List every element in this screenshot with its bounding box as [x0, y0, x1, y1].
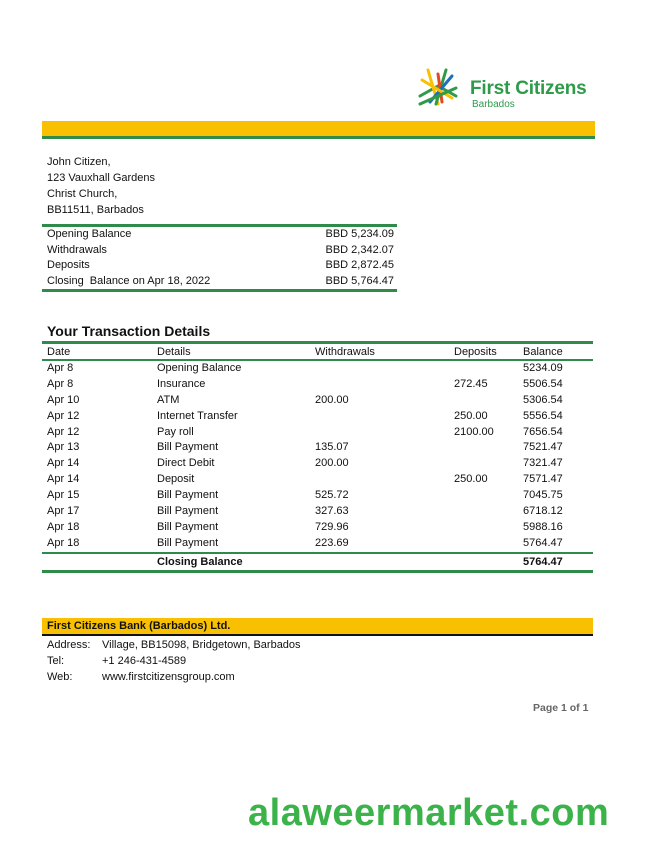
header-details: Details — [157, 346, 191, 358]
header-date: Date — [47, 346, 71, 358]
header-green-rule — [42, 136, 595, 139]
cell-details: Deposit — [157, 473, 195, 486]
cell-balance: 5764.47 — [523, 536, 563, 549]
table-row — [42, 393, 593, 409]
cell-details: Direct Debit — [157, 457, 215, 470]
cell-date: Apr 14 — [47, 473, 80, 486]
cell-date: Apr 18 — [47, 520, 80, 533]
table-row — [42, 361, 593, 377]
cell-date: Apr 17 — [47, 505, 80, 518]
cell-balance: 7571.47 — [523, 473, 563, 486]
cell-balance: 6718.12 — [523, 505, 563, 518]
summary-row — [42, 274, 397, 290]
cell-balance: 7321.47 — [523, 457, 563, 470]
bank-name: First Citizens — [470, 78, 587, 99]
cell-details: Bill Payment — [157, 441, 219, 454]
header-balance: Balance — [523, 346, 563, 358]
cell-withdrawals: 200.00 — [315, 457, 349, 470]
cell-deposits: 250.00 — [454, 473, 488, 486]
cell-date: Apr 10 — [47, 393, 80, 406]
header-deposits: Deposits — [454, 346, 497, 358]
table-row — [42, 520, 593, 536]
footer-web-link[interactable]: www.firstcitizensgroup.com — [102, 671, 235, 683]
table-row — [42, 536, 593, 552]
table-row — [42, 472, 593, 488]
summary-value: BBD 2,872.45 — [325, 259, 394, 271]
footer-address: Village, BB15098, Bridgetown, Barbados — [102, 639, 301, 651]
footer-web-label: Web: — [47, 671, 73, 683]
cell-balance: 5234.09 — [523, 362, 563, 374]
footer-company-bar — [42, 618, 593, 634]
cell-deposits: 272.45 — [454, 377, 488, 390]
address-line: John Citizen, — [47, 156, 111, 168]
footer-address-label: Address: — [47, 639, 91, 651]
transactions-table — [42, 341, 593, 573]
summary-row — [42, 258, 397, 274]
address-line: Christ Church, — [47, 188, 118, 200]
summary-row — [42, 227, 397, 243]
cell-details: Bill Payment — [157, 520, 219, 533]
transactions-title: Your Transaction Details — [47, 323, 211, 339]
cell-details: ATM — [157, 393, 180, 406]
cell-withdrawals: 135.07 — [315, 441, 349, 454]
cell-date: Apr 12 — [47, 409, 80, 422]
page-number: Page 1 of 1 — [533, 702, 589, 714]
table-row — [42, 488, 593, 504]
summary-value: BBD 5,764.47 — [325, 274, 394, 287]
summary-label: Withdrawals — [47, 243, 107, 256]
summary-bottom-rule — [42, 289, 397, 292]
cell-deposits: 2100.00 — [454, 425, 494, 438]
table-row — [42, 377, 593, 393]
summary-label: Opening Balance — [47, 228, 132, 240]
footer-tel-label: Tel: — [47, 655, 65, 667]
cell-balance: 5988.16 — [523, 520, 563, 533]
address-line: BB11511, Barbados — [47, 204, 144, 216]
header-withdrawals: Withdrawals — [315, 346, 375, 358]
cell-details: Bill Payment — [157, 536, 219, 549]
cell-date: Apr 13 — [47, 441, 80, 454]
cell-date: Apr 18 — [47, 536, 80, 549]
closing-balance-row — [42, 554, 593, 570]
table-row — [42, 425, 593, 441]
bank-subtitle: Barbados — [472, 99, 515, 110]
cell-withdrawals: 525.72 — [315, 489, 349, 502]
cell-details: Internet Transfer — [157, 409, 238, 422]
bank-logo — [416, 66, 596, 112]
customer-address — [47, 154, 155, 218]
footer-rule — [42, 634, 593, 636]
cell-balance: 5306.54 — [523, 393, 563, 406]
cell-details: Bill Payment — [157, 505, 219, 518]
table-header — [42, 344, 593, 361]
cell-deposits: 250.00 — [454, 409, 488, 422]
header-yellow-bar — [42, 121, 595, 136]
cell-withdrawals: 729.96 — [315, 520, 349, 533]
cell-balance: 5506.54 — [523, 377, 563, 390]
cell-date: Apr 14 — [47, 457, 80, 470]
cell-balance: 7521.47 — [523, 441, 563, 454]
cell-date: Apr 15 — [47, 489, 80, 502]
table-row — [42, 440, 593, 456]
cell-balance: 7045.75 — [523, 489, 563, 502]
table-row — [42, 409, 593, 425]
closing-balance-label: Closing Balance — [157, 555, 243, 568]
summary-row — [42, 243, 397, 259]
cell-withdrawals: 200.00 — [315, 393, 349, 406]
summary-value: BBD 5,234.09 — [325, 228, 394, 240]
table-row — [42, 504, 593, 520]
table-row — [42, 456, 593, 472]
closing-balance-value: 5764.47 — [523, 555, 563, 568]
footer-tel: +1 246-431-4589 — [102, 655, 187, 667]
cell-details: Pay roll — [157, 425, 194, 438]
cell-withdrawals: 327.63 — [315, 505, 349, 518]
footer-company-name: First Citizens Bank (Barbados) Ltd. — [47, 620, 231, 632]
account-summary — [42, 224, 397, 292]
summary-label: Closing Balance on Apr 18, 2022 — [47, 274, 211, 287]
cell-balance: 7656.54 — [523, 425, 563, 438]
cell-balance: 5556.54 — [523, 409, 563, 422]
cell-date: Apr 8 — [47, 362, 74, 374]
address-line: 123 Vauxhall Gardens — [47, 172, 156, 184]
table-bottom-rule — [42, 570, 593, 573]
cell-date: Apr 8 — [47, 377, 74, 390]
cell-details: Bill Payment — [157, 489, 219, 502]
summary-label: Deposits — [47, 259, 90, 271]
watermark-text: alaweermarket.com — [248, 792, 610, 834]
cell-withdrawals: 223.69 — [315, 536, 349, 549]
cell-details: Insurance — [157, 377, 206, 390]
cell-date: Apr 12 — [47, 425, 80, 438]
summary-value: BBD 2,342.07 — [325, 243, 394, 256]
cell-details: Opening Balance — [157, 362, 242, 374]
first-citizens-logo-icon — [416, 66, 464, 110]
